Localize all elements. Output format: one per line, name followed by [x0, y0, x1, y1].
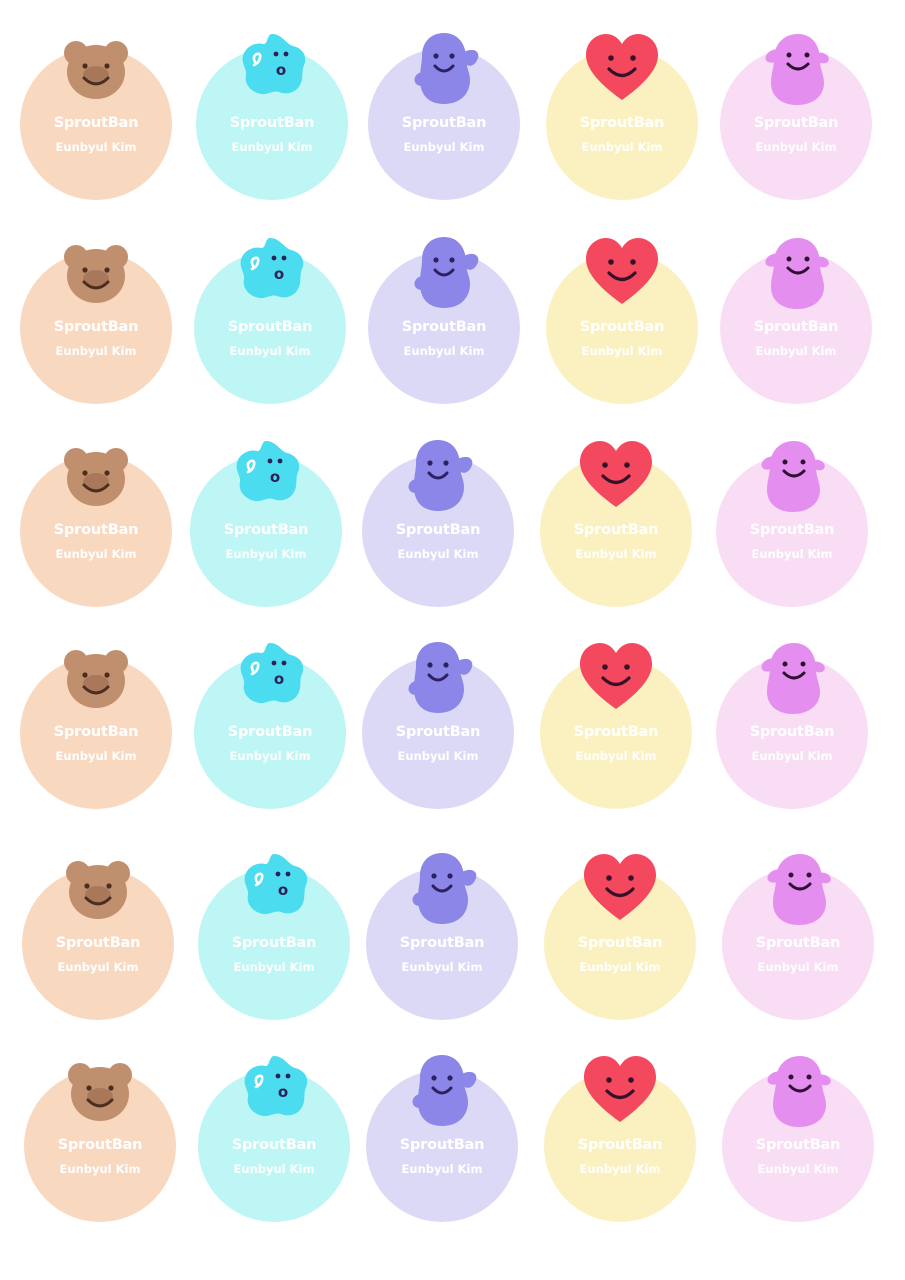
- brand-name: SproutBan: [753, 115, 839, 131]
- sticker-labels: [194, 318, 346, 358]
- sticker-labels: [546, 114, 698, 154]
- sticker-labels: [366, 934, 518, 974]
- heart-face-icon-wrapper: [574, 637, 658, 721]
- star-cloud-face-icon: [224, 435, 308, 519]
- waving-blob-icon: [400, 1050, 484, 1134]
- owner-name: Eunbyul Kim: [55, 140, 137, 154]
- sticker-bear: [20, 28, 172, 200]
- bunny-blob-icon-wrapper: [750, 637, 834, 721]
- brand-name: SproutBan: [399, 1137, 485, 1153]
- bear-face-icon-wrapper: [54, 28, 138, 112]
- svg-text:o: o: [269, 468, 281, 486]
- owner-name: Eunbyul Kim: [757, 960, 839, 974]
- star-cloud-face-icon-wrapper: [228, 232, 312, 316]
- star-cloud-face-icon: [230, 28, 314, 112]
- brand-name: SproutBan: [227, 724, 313, 740]
- waving-blob-icon: [396, 435, 480, 519]
- sticker-labels: [720, 318, 872, 358]
- brand-name: SproutBan: [53, 319, 139, 335]
- brand-name: SproutBan: [573, 724, 659, 740]
- sticker-labels: [540, 521, 692, 561]
- sticker-heart: [546, 28, 698, 200]
- waving-blob-icon-wrapper: [396, 435, 480, 519]
- bunny-blob-icon: [750, 637, 834, 721]
- star-cloud-face-icon-wrapper: [232, 1050, 316, 1134]
- sticker-star-cloud: [198, 1050, 350, 1222]
- sticker-waving-blob: [366, 1050, 518, 1222]
- bear-face-icon: [58, 1050, 142, 1134]
- brand-name: SproutBan: [229, 115, 315, 131]
- sticker-bunny-blob: [722, 1050, 874, 1222]
- sticker-labels: [722, 1136, 874, 1176]
- star-cloud-face-icon-wrapper: [230, 28, 314, 112]
- sticker-bunny-blob: [722, 848, 874, 1020]
- star-cloud-face-icon: [232, 1050, 316, 1134]
- owner-name: Eunbyul Kim: [55, 749, 137, 763]
- sticker-waving-blob: [368, 28, 520, 200]
- brand-name: SproutBan: [577, 1137, 663, 1153]
- owner-name: Eunbyul Kim: [225, 547, 307, 561]
- svg-text:o: o: [277, 881, 289, 899]
- owner-name: Eunbyul Kim: [229, 749, 311, 763]
- sticker-waving-blob: [362, 637, 514, 809]
- sticker-labels: [368, 114, 520, 154]
- owner-name: Eunbyul Kim: [397, 547, 479, 561]
- star-cloud-face-icon-wrapper: [224, 435, 308, 519]
- heart-face-icon: [580, 232, 664, 316]
- star-cloud-face-icon: [228, 232, 312, 316]
- brand-name: SproutBan: [395, 724, 481, 740]
- brand-name: SproutBan: [227, 319, 313, 335]
- sticker-heart: [540, 637, 692, 809]
- owner-name: Eunbyul Kim: [581, 344, 663, 358]
- owner-name: Eunbyul Kim: [57, 960, 139, 974]
- brand-name: SproutBan: [395, 522, 481, 538]
- waving-blob-icon: [402, 28, 486, 112]
- sticker-labels: [368, 318, 520, 358]
- sticker-labels: [22, 934, 174, 974]
- owner-name: Eunbyul Kim: [579, 1162, 661, 1176]
- heart-face-icon-wrapper: [578, 848, 662, 932]
- sticker-waving-blob: [368, 232, 520, 404]
- owner-name: Eunbyul Kim: [751, 749, 833, 763]
- bear-face-icon-wrapper: [54, 232, 138, 316]
- owner-name: Eunbyul Kim: [397, 749, 479, 763]
- sticker-bunny-blob: [720, 28, 872, 200]
- sticker-labels: [716, 521, 868, 561]
- sticker-heart: [546, 232, 698, 404]
- sticker-star-cloud: [190, 435, 342, 607]
- owner-name: Eunbyul Kim: [401, 1162, 483, 1176]
- brand-name: SproutBan: [579, 115, 665, 131]
- bear-face-icon: [54, 637, 138, 721]
- sticker-heart: [540, 435, 692, 607]
- sticker-bunny-blob: [716, 637, 868, 809]
- svg-text:o: o: [273, 265, 285, 283]
- heart-face-icon: [578, 848, 662, 932]
- bear-face-icon-wrapper: [54, 637, 138, 721]
- bunny-blob-icon-wrapper: [754, 28, 838, 112]
- waving-blob-icon-wrapper: [400, 848, 484, 932]
- owner-name: Eunbyul Kim: [55, 547, 137, 561]
- owner-name: Eunbyul Kim: [579, 960, 661, 974]
- star-cloud-face-icon-wrapper: [232, 848, 316, 932]
- bear-face-icon-wrapper: [58, 1050, 142, 1134]
- star-cloud-face-icon: [232, 848, 316, 932]
- heart-face-icon-wrapper: [580, 28, 664, 112]
- brand-name: SproutBan: [53, 724, 139, 740]
- sticker-labels: [544, 934, 696, 974]
- brand-name: SproutBan: [579, 319, 665, 335]
- sticker-labels: [194, 723, 346, 763]
- sticker-labels: [716, 723, 868, 763]
- star-cloud-face-icon-wrapper: [228, 637, 312, 721]
- sticker-labels: [362, 723, 514, 763]
- heart-face-icon: [580, 28, 664, 112]
- owner-name: Eunbyul Kim: [757, 1162, 839, 1176]
- heart-face-icon-wrapper: [580, 232, 664, 316]
- sticker-labels: [198, 1136, 350, 1176]
- sticker-labels: [20, 521, 172, 561]
- sticker-star-cloud: [198, 848, 350, 1020]
- sticker-labels: [362, 521, 514, 561]
- bunny-blob-icon: [754, 232, 838, 316]
- sticker-labels: [20, 114, 172, 154]
- sticker-waving-blob: [362, 435, 514, 607]
- bear-face-icon: [56, 848, 140, 932]
- sticker-bear: [20, 637, 172, 809]
- brand-name: SproutBan: [749, 724, 835, 740]
- waving-blob-icon: [400, 848, 484, 932]
- owner-name: Eunbyul Kim: [755, 344, 837, 358]
- heart-face-icon: [574, 637, 658, 721]
- sticker-heart: [544, 848, 696, 1020]
- star-cloud-face-icon: [228, 637, 312, 721]
- waving-blob-icon-wrapper: [400, 1050, 484, 1134]
- bunny-blob-icon: [756, 1050, 840, 1134]
- owner-name: Eunbyul Kim: [59, 1162, 141, 1176]
- bear-face-icon-wrapper: [56, 848, 140, 932]
- bear-face-icon: [54, 435, 138, 519]
- brand-name: SproutBan: [577, 935, 663, 951]
- brand-name: SproutBan: [755, 935, 841, 951]
- owner-name: Eunbyul Kim: [755, 140, 837, 154]
- heart-face-icon: [578, 1050, 662, 1134]
- sticker-labels: [540, 723, 692, 763]
- owner-name: Eunbyul Kim: [231, 140, 313, 154]
- svg-text:o: o: [275, 61, 287, 79]
- sticker-labels: [20, 723, 172, 763]
- brand-name: SproutBan: [223, 522, 309, 538]
- brand-name: SproutBan: [753, 319, 839, 335]
- heart-face-icon: [574, 435, 658, 519]
- sticker-labels: [546, 318, 698, 358]
- heart-face-icon-wrapper: [574, 435, 658, 519]
- sticker-star-cloud: [194, 232, 346, 404]
- bunny-blob-icon-wrapper: [750, 435, 834, 519]
- brand-name: SproutBan: [755, 1137, 841, 1153]
- owner-name: Eunbyul Kim: [751, 547, 833, 561]
- sticker-labels: [196, 114, 348, 154]
- owner-name: Eunbyul Kim: [403, 344, 485, 358]
- bear-face-icon: [54, 28, 138, 112]
- brand-name: SproutBan: [53, 522, 139, 538]
- svg-text:o: o: [277, 1083, 289, 1101]
- sticker-labels: [722, 934, 874, 974]
- bunny-blob-icon-wrapper: [754, 232, 838, 316]
- bunny-blob-icon: [750, 435, 834, 519]
- bear-face-icon-wrapper: [54, 435, 138, 519]
- sticker-bear: [20, 232, 172, 404]
- bunny-blob-icon-wrapper: [756, 848, 840, 932]
- heart-face-icon-wrapper: [578, 1050, 662, 1134]
- bunny-blob-icon: [754, 28, 838, 112]
- brand-name: SproutBan: [231, 1137, 317, 1153]
- brand-name: SproutBan: [401, 115, 487, 131]
- brand-name: SproutBan: [401, 319, 487, 335]
- sticker-bear: [20, 435, 172, 607]
- brand-name: SproutBan: [55, 935, 141, 951]
- sticker-labels: [198, 934, 350, 974]
- sticker-bunny-blob: [716, 435, 868, 607]
- waving-blob-icon-wrapper: [402, 28, 486, 112]
- brand-name: SproutBan: [399, 935, 485, 951]
- sticker-star-cloud: [196, 28, 348, 200]
- sticker-bear: [24, 1050, 176, 1222]
- waving-blob-icon: [402, 232, 486, 316]
- bunny-blob-icon-wrapper: [756, 1050, 840, 1134]
- sticker-waving-blob: [366, 848, 518, 1020]
- brand-name: SproutBan: [749, 522, 835, 538]
- sticker-labels: [20, 318, 172, 358]
- brand-name: SproutBan: [231, 935, 317, 951]
- sticker-labels: [720, 114, 872, 154]
- owner-name: Eunbyul Kim: [575, 547, 657, 561]
- waving-blob-icon-wrapper: [396, 637, 480, 721]
- waving-blob-icon-wrapper: [402, 232, 486, 316]
- brand-name: SproutBan: [57, 1137, 143, 1153]
- waving-blob-icon: [396, 637, 480, 721]
- owner-name: Eunbyul Kim: [233, 1162, 315, 1176]
- sticker-labels: [190, 521, 342, 561]
- sticker-bunny-blob: [720, 232, 872, 404]
- owner-name: Eunbyul Kim: [575, 749, 657, 763]
- brand-name: SproutBan: [573, 522, 659, 538]
- sticker-labels: [544, 1136, 696, 1176]
- sticker-bear: [22, 848, 174, 1020]
- sticker-labels: [24, 1136, 176, 1176]
- owner-name: Eunbyul Kim: [229, 344, 311, 358]
- sticker-star-cloud: [194, 637, 346, 809]
- owner-name: Eunbyul Kim: [55, 344, 137, 358]
- owner-name: Eunbyul Kim: [233, 960, 315, 974]
- owner-name: Eunbyul Kim: [581, 140, 663, 154]
- svg-text:o: o: [273, 670, 285, 688]
- owner-name: Eunbyul Kim: [401, 960, 483, 974]
- brand-name: SproutBan: [53, 115, 139, 131]
- bunny-blob-icon: [756, 848, 840, 932]
- sticker-labels: [366, 1136, 518, 1176]
- sticker-heart: [544, 1050, 696, 1222]
- owner-name: Eunbyul Kim: [403, 140, 485, 154]
- bear-face-icon: [54, 232, 138, 316]
